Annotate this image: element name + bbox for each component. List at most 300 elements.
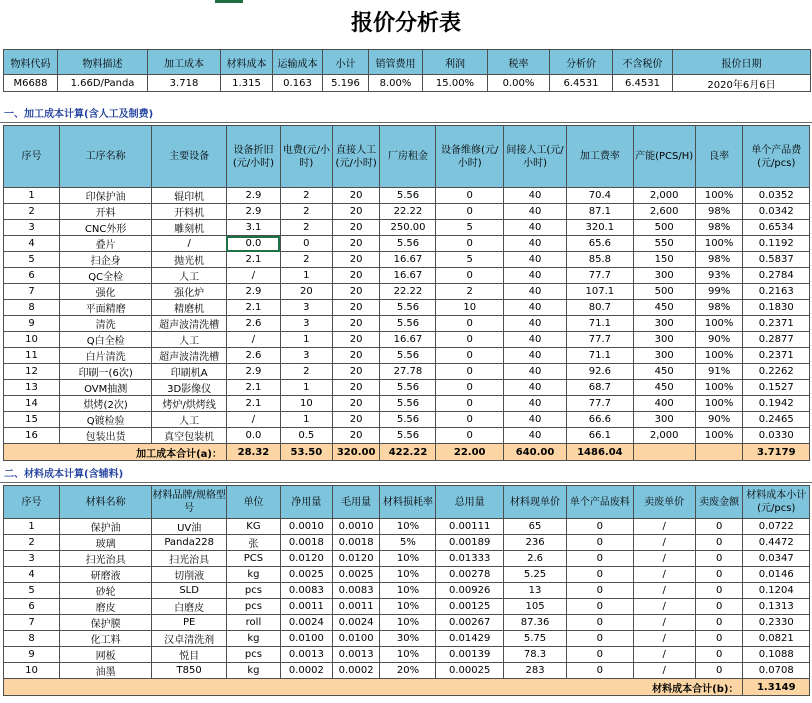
table-cell[interactable]: 0.5837 xyxy=(743,252,810,268)
table-cell[interactable]: 4 xyxy=(4,236,60,252)
table-cell[interactable]: 包装出货 xyxy=(60,428,152,444)
table-cell[interactable]: 汉卓清洗剂 xyxy=(152,631,227,647)
table-cell[interactable]: 40 xyxy=(503,284,566,300)
table-cell[interactable]: 5.25 xyxy=(503,567,566,583)
table-cell[interactable]: 90% xyxy=(695,332,743,348)
table-cell[interactable]: / xyxy=(152,236,227,252)
table-cell[interactable]: 10% xyxy=(380,551,436,567)
table-cell[interactable]: 0.4472 xyxy=(743,535,810,551)
table-cell[interactable]: 0.0024 xyxy=(332,615,380,631)
table-cell[interactable]: 100% xyxy=(695,316,743,332)
table-cell[interactable]: 77.7 xyxy=(567,268,633,284)
table-cell[interactable]: 1 xyxy=(280,412,332,428)
table-cell[interactable]: 2 xyxy=(4,535,60,551)
table-cell[interactable]: 10% xyxy=(380,599,436,615)
table-cell[interactable]: 0.1942 xyxy=(743,396,810,412)
processing-total-cell[interactable]: 28.32 xyxy=(226,444,280,461)
table-cell[interactable]: 70.4 xyxy=(567,188,633,204)
table-cell[interactable]: 92.6 xyxy=(567,364,633,380)
table-cell[interactable]: 0.0013 xyxy=(280,647,332,663)
table-cell[interactable]: 3 xyxy=(280,316,332,332)
table-cell[interactable]: 悦目 xyxy=(152,647,227,663)
table-cell[interactable]: 300 xyxy=(633,268,695,284)
table-cell[interactable]: 2.1 xyxy=(226,380,280,396)
table-cell[interactable]: 2,000 xyxy=(633,188,695,204)
table-cell[interactable]: 91% xyxy=(695,364,743,380)
table-cell[interactable]: 超声波清洗槽 xyxy=(152,348,227,364)
table-cell[interactable]: 0.00926 xyxy=(436,583,503,599)
table-cell[interactable]: 2.1 xyxy=(226,300,280,316)
table-cell[interactable]: 20 xyxy=(332,300,380,316)
table-cell[interactable]: 20 xyxy=(332,332,380,348)
table-cell[interactable]: / xyxy=(633,567,695,583)
processing-total-cell[interactable]: 422.22 xyxy=(380,444,436,461)
table-cell[interactable]: 6 xyxy=(4,268,60,284)
table-cell[interactable]: 张 xyxy=(226,535,280,551)
table-cell[interactable]: 40 xyxy=(503,348,566,364)
table-cell[interactable]: 20 xyxy=(332,284,380,300)
table-cell[interactable]: 0 xyxy=(695,519,743,535)
table-cell[interactable]: 11 xyxy=(4,348,60,364)
table-cell[interactable]: 0.0018 xyxy=(332,535,380,551)
table-cell[interactable]: 77.7 xyxy=(567,332,633,348)
table-cell[interactable]: 100% xyxy=(695,428,743,444)
table-cell[interactable]: 100% xyxy=(695,396,743,412)
table-cell[interactable]: 磨皮 xyxy=(60,599,152,615)
table-cell[interactable]: / xyxy=(226,268,280,284)
table-cell[interactable]: 71.1 xyxy=(567,348,633,364)
table-cell[interactable]: 0.2163 xyxy=(743,284,810,300)
table-cell[interactable]: 4 xyxy=(4,567,60,583)
table-cell[interactable]: 印刷机A xyxy=(152,364,227,380)
table-cell[interactable]: 9 xyxy=(4,316,60,332)
table-cell[interactable]: 0.0083 xyxy=(332,583,380,599)
table-cell[interactable]: 保护膜 xyxy=(60,615,152,631)
table-cell[interactable]: / xyxy=(633,519,695,535)
table-cell[interactable]: 2.1 xyxy=(226,252,280,268)
table-cell[interactable]: 0.00139 xyxy=(436,647,503,663)
table-cell[interactable]: 20 xyxy=(332,220,380,236)
table-cell[interactable]: 20 xyxy=(332,268,380,284)
table-cell[interactable]: 研磨液 xyxy=(60,567,152,583)
table-cell[interactable]: 300 xyxy=(633,316,695,332)
table-cell[interactable]: 0.2784 xyxy=(743,268,810,284)
table-cell[interactable]: 0 xyxy=(567,599,633,615)
table-cell[interactable]: 40 xyxy=(503,188,566,204)
table-cell[interactable]: 0.5 xyxy=(280,428,332,444)
table-cell[interactable]: 20% xyxy=(380,663,436,679)
table-cell[interactable]: 10% xyxy=(380,615,436,631)
table-cell[interactable]: 0.0002 xyxy=(280,663,332,679)
table-cell[interactable]: 2,000 xyxy=(633,428,695,444)
table-cell[interactable]: 0 xyxy=(695,615,743,631)
table-cell[interactable]: 450 xyxy=(633,380,695,396)
table-cell[interactable]: roll xyxy=(226,615,280,631)
summary-value-cell[interactable]: 5.196 xyxy=(323,75,369,92)
table-cell[interactable]: 40 xyxy=(503,236,566,252)
table-cell[interactable]: 300 xyxy=(633,412,695,428)
table-cell[interactable]: 0 xyxy=(695,631,743,647)
table-cell[interactable]: 30% xyxy=(380,631,436,647)
table-cell[interactable]: 40 xyxy=(503,364,566,380)
table-cell[interactable]: 0.00278 xyxy=(436,567,503,583)
table-cell[interactable]: 人工 xyxy=(152,268,227,284)
table-cell[interactable]: 450 xyxy=(633,364,695,380)
table-cell[interactable]: Q白全检 xyxy=(60,332,152,348)
table-cell[interactable]: 0 xyxy=(567,519,633,535)
table-cell[interactable]: 1 xyxy=(280,268,332,284)
table-cell[interactable]: / xyxy=(633,551,695,567)
summary-value-cell[interactable]: 2020年6月6日 xyxy=(673,75,811,92)
table-cell[interactable]: 抛光机 xyxy=(152,252,227,268)
summary-value-cell[interactable]: 3.718 xyxy=(148,75,221,92)
table-cell[interactable]: 40 xyxy=(503,268,566,284)
table-cell[interactable]: 5.56 xyxy=(380,188,436,204)
table-cell[interactable]: 0 xyxy=(436,380,503,396)
processing-total-cell[interactable]: 53.50 xyxy=(280,444,332,461)
table-cell[interactable]: 85.8 xyxy=(567,252,633,268)
table-cell[interactable]: 1 xyxy=(4,188,60,204)
table-cell[interactable]: 0 xyxy=(695,551,743,567)
table-cell[interactable]: 20 xyxy=(332,316,380,332)
table-cell[interactable]: Panda228 xyxy=(152,535,227,551)
table-cell[interactable]: 20 xyxy=(332,364,380,380)
table-cell[interactable]: 0.2371 xyxy=(743,316,810,332)
table-cell[interactable]: 0.0011 xyxy=(280,599,332,615)
table-cell[interactable]: 0.0083 xyxy=(280,583,332,599)
table-cell[interactable]: 0.01333 xyxy=(436,551,503,567)
table-cell[interactable]: 0 xyxy=(436,236,503,252)
table-cell[interactable]: 5 xyxy=(436,252,503,268)
table-cell[interactable]: 强化 xyxy=(60,284,152,300)
table-cell[interactable]: 0.2330 xyxy=(743,615,810,631)
table-cell[interactable]: 40 xyxy=(503,300,566,316)
table-cell[interactable]: 10% xyxy=(380,583,436,599)
table-cell[interactable]: kg xyxy=(226,567,280,583)
table-cell[interactable]: 20 xyxy=(332,348,380,364)
table-cell[interactable]: 1 xyxy=(4,519,60,535)
table-cell[interactable]: 66.1 xyxy=(567,428,633,444)
table-cell[interactable]: 强化炉 xyxy=(152,284,227,300)
table-cell[interactable]: 5.56 xyxy=(380,300,436,316)
table-cell[interactable]: 2.1 xyxy=(226,396,280,412)
table-cell[interactable]: kg xyxy=(226,631,280,647)
table-cell[interactable]: 2 xyxy=(436,284,503,300)
table-cell[interactable]: 40 xyxy=(503,204,566,220)
table-cell[interactable]: 500 xyxy=(633,284,695,300)
table-cell[interactable]: / xyxy=(633,663,695,679)
table-cell[interactable]: 0.0708 xyxy=(743,663,810,679)
table-cell[interactable]: 2.9 xyxy=(226,284,280,300)
summary-value-cell[interactable]: 1.315 xyxy=(221,75,273,92)
table-cell[interactable]: / xyxy=(633,583,695,599)
table-cell[interactable]: 100% xyxy=(695,188,743,204)
table-cell[interactable]: 98% xyxy=(695,220,743,236)
table-cell[interactable]: / xyxy=(633,535,695,551)
table-cell[interactable]: 0.1830 xyxy=(743,300,810,316)
table-cell[interactable]: 0 xyxy=(567,567,633,583)
table-cell[interactable]: 1 xyxy=(280,380,332,396)
table-cell[interactable]: 14 xyxy=(4,396,60,412)
table-cell[interactable]: 2 xyxy=(280,220,332,236)
table-cell[interactable]: 5.56 xyxy=(380,428,436,444)
table-cell[interactable]: 0.00125 xyxy=(436,599,503,615)
table-cell[interactable]: 0.00267 xyxy=(436,615,503,631)
table-cell[interactable]: pcs xyxy=(226,583,280,599)
table-cell[interactable]: 0 xyxy=(567,615,633,631)
table-cell[interactable]: 网板 xyxy=(60,647,152,663)
table-cell[interactable]: 0.0330 xyxy=(743,428,810,444)
table-cell[interactable]: 0 xyxy=(695,599,743,615)
table-cell[interactable]: 0 xyxy=(567,631,633,647)
table-cell[interactable]: 77.7 xyxy=(567,396,633,412)
table-cell[interactable]: / xyxy=(633,615,695,631)
table-cell[interactable]: 65 xyxy=(503,519,566,535)
table-cell[interactable]: 0 xyxy=(436,348,503,364)
table-cell[interactable]: 20 xyxy=(332,412,380,428)
table-cell[interactable]: 0 xyxy=(436,204,503,220)
table-cell[interactable]: 烘烤(2次) xyxy=(60,396,152,412)
table-cell[interactable]: UV油 xyxy=(152,519,227,535)
table-cell[interactable]: T850 xyxy=(152,663,227,679)
table-cell[interactable]: 150 xyxy=(633,252,695,268)
table-cell[interactable]: 3.1 xyxy=(226,220,280,236)
table-cell[interactable]: 10% xyxy=(380,567,436,583)
summary-value-cell[interactable]: 8.00% xyxy=(369,75,423,92)
table-cell[interactable]: 40 xyxy=(503,428,566,444)
table-cell[interactable]: PCS xyxy=(226,551,280,567)
table-cell[interactable]: 5.56 xyxy=(380,412,436,428)
table-cell[interactable]: 2 xyxy=(4,204,60,220)
table-cell[interactable]: 0.0025 xyxy=(332,567,380,583)
summary-value-cell[interactable]: M6688 xyxy=(4,75,58,92)
table-cell[interactable]: 300 xyxy=(633,332,695,348)
table-cell[interactable]: 105 xyxy=(503,599,566,615)
table-cell[interactable]: 68.7 xyxy=(567,380,633,396)
table-cell[interactable]: 真空包装机 xyxy=(152,428,227,444)
table-cell[interactable]: / xyxy=(226,332,280,348)
table-cell[interactable]: 0 xyxy=(436,316,503,332)
table-cell[interactable]: 7 xyxy=(4,284,60,300)
table-cell[interactable]: 精磨机 xyxy=(152,300,227,316)
table-cell[interactable]: 10 xyxy=(280,396,332,412)
table-cell[interactable]: 16.67 xyxy=(380,252,436,268)
table-cell[interactable]: 0 xyxy=(695,535,743,551)
table-cell[interactable]: 0 xyxy=(436,188,503,204)
table-cell[interactable]: 人工 xyxy=(152,332,227,348)
processing-total-cell[interactable]: 320.00 xyxy=(332,444,380,461)
table-cell[interactable]: 5 xyxy=(4,252,60,268)
table-cell[interactable]: 扫企身 xyxy=(60,252,152,268)
table-cell[interactable]: KG xyxy=(226,519,280,535)
table-cell[interactable]: 100% xyxy=(695,236,743,252)
table-cell[interactable]: 9 xyxy=(4,647,60,663)
table-cell[interactable]: 13 xyxy=(503,583,566,599)
table-cell[interactable]: 0.2465 xyxy=(743,412,810,428)
table-cell[interactable]: 15 xyxy=(4,412,60,428)
table-cell[interactable]: 0 xyxy=(695,647,743,663)
table-cell[interactable]: 65.6 xyxy=(567,236,633,252)
table-cell[interactable]: QC全检 xyxy=(60,268,152,284)
table-cell[interactable]: 2.9 xyxy=(226,364,280,380)
table-cell[interactable]: / xyxy=(633,631,695,647)
table-cell[interactable]: 0.1204 xyxy=(743,583,810,599)
table-cell[interactable]: 切削液 xyxy=(152,567,227,583)
table-cell[interactable]: 3 xyxy=(4,220,60,236)
table-cell[interactable]: 0.0018 xyxy=(280,535,332,551)
table-cell[interactable]: 清洗 xyxy=(60,316,152,332)
summary-value-cell[interactable]: 6.4531 xyxy=(613,75,673,92)
table-cell[interactable]: 0.0120 xyxy=(280,551,332,567)
table-cell[interactable]: 0.0120 xyxy=(332,551,380,567)
table-cell[interactable]: 100% xyxy=(695,348,743,364)
table-cell[interactable]: 8 xyxy=(4,631,60,647)
table-cell[interactable]: 40 xyxy=(503,332,566,348)
table-cell[interactable]: 320.1 xyxy=(567,220,633,236)
table-cell[interactable]: 20 xyxy=(332,252,380,268)
table-cell[interactable]: 40 xyxy=(503,220,566,236)
table-cell[interactable]: 2 xyxy=(280,252,332,268)
table-cell[interactable]: 0 xyxy=(436,412,503,428)
table-cell[interactable]: 0.0146 xyxy=(743,567,810,583)
table-cell[interactable]: 20 xyxy=(332,396,380,412)
table-cell[interactable]: CNC外形 xyxy=(60,220,152,236)
table-cell[interactable]: 开料机 xyxy=(152,204,227,220)
table-cell[interactable]: 人工 xyxy=(152,412,227,428)
table-cell[interactable]: 砂轮 xyxy=(60,583,152,599)
table-cell[interactable]: 2 xyxy=(280,364,332,380)
table-cell[interactable]: 90% xyxy=(695,412,743,428)
table-cell[interactable]: 玻璃 xyxy=(60,535,152,551)
table-cell[interactable]: 5 xyxy=(4,583,60,599)
table-cell[interactable]: 0 xyxy=(567,663,633,679)
processing-total-cell[interactable]: 640.00 xyxy=(503,444,566,461)
table-cell[interactable]: 400 xyxy=(633,396,695,412)
table-cell[interactable]: 40 xyxy=(503,252,566,268)
table-cell[interactable]: 扫光治具 xyxy=(152,551,227,567)
table-cell[interactable]: 5% xyxy=(380,535,436,551)
table-cell[interactable]: 0.0 xyxy=(226,428,280,444)
table-cell[interactable]: 油墨 xyxy=(60,663,152,679)
summary-value-cell[interactable]: 6.4531 xyxy=(550,75,613,92)
table-cell[interactable]: 0.0100 xyxy=(332,631,380,647)
table-cell[interactable]: / xyxy=(226,412,280,428)
table-cell[interactable]: 化工料 xyxy=(60,631,152,647)
table-cell[interactable]: 0.0347 xyxy=(743,551,810,567)
table-cell[interactable]: 16.67 xyxy=(380,268,436,284)
table-cell[interactable]: 0.1527 xyxy=(743,380,810,396)
table-cell[interactable]: 0.0002 xyxy=(332,663,380,679)
table-cell[interactable]: 0.1088 xyxy=(743,647,810,663)
table-cell[interactable]: 10 xyxy=(4,663,60,679)
table-cell[interactable]: 250.00 xyxy=(380,220,436,236)
table-cell[interactable]: 0.2371 xyxy=(743,348,810,364)
table-cell[interactable]: 22.22 xyxy=(380,204,436,220)
table-cell[interactable]: 10% xyxy=(380,647,436,663)
processing-total-cell[interactable] xyxy=(633,444,695,461)
table-cell[interactable]: 40 xyxy=(503,396,566,412)
table-cell[interactable]: 0.0821 xyxy=(743,631,810,647)
table-cell[interactable]: 99% xyxy=(695,284,743,300)
table-cell[interactable]: 20 xyxy=(332,236,380,252)
table-cell[interactable]: 2.9 xyxy=(226,204,280,220)
table-cell[interactable]: 0.00111 xyxy=(436,519,503,535)
table-cell[interactable]: 71.1 xyxy=(567,316,633,332)
table-cell[interactable]: 0.0100 xyxy=(280,631,332,647)
table-cell[interactable]: 2 xyxy=(280,204,332,220)
summary-value-cell[interactable]: 1.66D/Panda xyxy=(58,75,148,92)
table-cell[interactable]: kg xyxy=(226,663,280,679)
table-cell[interactable]: 0.6534 xyxy=(743,220,810,236)
table-cell[interactable]: 0.0342 xyxy=(743,204,810,220)
table-cell[interactable]: 0 xyxy=(280,236,332,252)
table-cell[interactable]: 0 xyxy=(567,535,633,551)
table-cell[interactable]: 0.2262 xyxy=(743,364,810,380)
table-cell[interactable]: 20 xyxy=(332,380,380,396)
table-cell[interactable]: 80.7 xyxy=(567,300,633,316)
table-cell[interactable]: 5.56 xyxy=(380,236,436,252)
table-cell[interactable]: 6 xyxy=(4,599,60,615)
table-cell[interactable]: 2.6 xyxy=(503,551,566,567)
table-cell[interactable]: 10 xyxy=(4,332,60,348)
summary-value-cell[interactable]: 0.00% xyxy=(488,75,550,92)
table-cell[interactable]: 0.0722 xyxy=(743,519,810,535)
table-cell[interactable]: pcs xyxy=(226,647,280,663)
summary-value-cell[interactable]: 15.00% xyxy=(423,75,488,92)
table-cell[interactable]: 98% xyxy=(695,252,743,268)
table-cell[interactable]: 13 xyxy=(4,380,60,396)
table-cell[interactable]: 0 xyxy=(567,583,633,599)
table-cell[interactable]: 283 xyxy=(503,663,566,679)
table-cell[interactable]: 3 xyxy=(280,348,332,364)
table-cell[interactable]: 0 xyxy=(436,268,503,284)
table-cell[interactable]: 0 xyxy=(436,396,503,412)
table-cell[interactable]: 叠片 xyxy=(60,236,152,252)
table-cell[interactable]: PE xyxy=(152,615,227,631)
processing-total-cell[interactable] xyxy=(695,444,743,461)
table-cell[interactable]: 27.78 xyxy=(380,364,436,380)
table-cell[interactable]: 扫光治具 xyxy=(60,551,152,567)
table-cell[interactable]: 450 xyxy=(633,300,695,316)
table-cell[interactable]: 2.6 xyxy=(226,348,280,364)
table-cell[interactable]: 保护油 xyxy=(60,519,152,535)
summary-value-cell[interactable]: 0.163 xyxy=(273,75,323,92)
table-cell[interactable]: 0 xyxy=(436,364,503,380)
table-cell[interactable]: 87.36 xyxy=(503,615,566,631)
table-cell[interactable]: 5.56 xyxy=(380,316,436,332)
table-cell[interactable]: 16 xyxy=(4,428,60,444)
table-cell[interactable]: 20 xyxy=(332,188,380,204)
table-cell[interactable]: 3D影像仪 xyxy=(152,380,227,396)
table-cell[interactable]: 5.75 xyxy=(503,631,566,647)
table-cell[interactable]: 0 xyxy=(567,551,633,567)
table-cell[interactable]: 22.22 xyxy=(380,284,436,300)
table-cell[interactable]: 0.0011 xyxy=(332,599,380,615)
table-cell[interactable]: 10 xyxy=(436,300,503,316)
table-cell[interactable]: 40 xyxy=(503,412,566,428)
table-cell[interactable]: 5.56 xyxy=(380,348,436,364)
table-cell[interactable]: OVM抽测 xyxy=(60,380,152,396)
table-cell[interactable]: 印保护油 xyxy=(60,188,152,204)
table-cell[interactable]: 40 xyxy=(503,316,566,332)
table-cell[interactable]: 100% xyxy=(695,380,743,396)
table-cell[interactable]: SLD xyxy=(152,583,227,599)
table-cell[interactable]: 白片清洗 xyxy=(60,348,152,364)
table-cell[interactable]: 16.67 xyxy=(380,332,436,348)
table-cell[interactable]: / xyxy=(633,599,695,615)
table-cell[interactable]: 5.56 xyxy=(380,396,436,412)
table-cell[interactable]: 0.0010 xyxy=(280,519,332,535)
